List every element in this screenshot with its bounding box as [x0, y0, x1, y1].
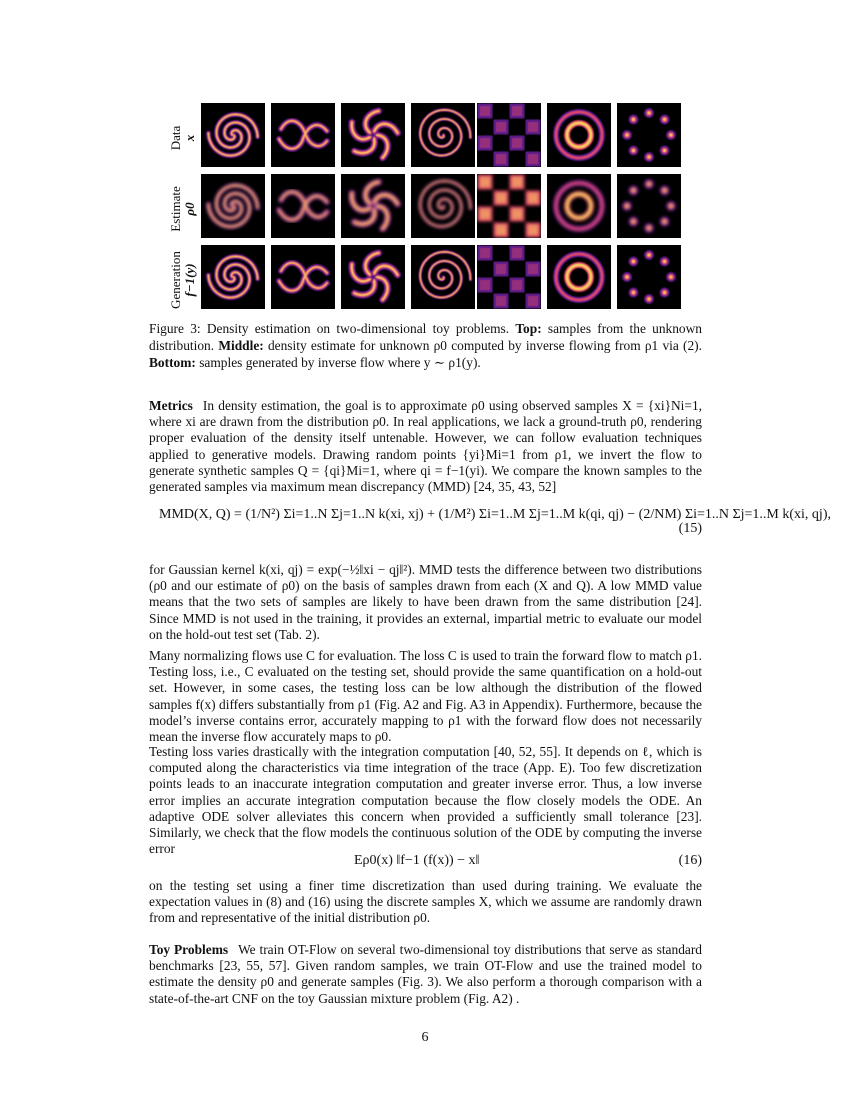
- density-plot: [201, 245, 265, 309]
- density-tile-checkerboard-row2: [477, 174, 541, 238]
- density-tile-circles-row3: [547, 245, 611, 309]
- density-plot: [341, 245, 405, 309]
- density-plot: [341, 174, 405, 238]
- density-plot: [617, 245, 681, 309]
- density-tile-circles-row2: [547, 174, 611, 238]
- density-plot: [477, 103, 541, 167]
- density-plot: [411, 174, 475, 238]
- toy-problems-paragraph: Toy Problems We train OT-Flow on several two-dimensional toy distributions that serve as standard benchmarks [23, 55, 57]. Given random samples, we train OT-Flow and use the trained model to estimate the density ρ0 and generate samples (Fig. 3). We also perform a thorough comparison with a state-of-the-art CNF on the toy Gaussian mixture problem (Fig. A2) .: [149, 942, 702, 1006]
- density-plot: [411, 245, 475, 309]
- density-plot: [617, 174, 681, 238]
- density-plot: [477, 174, 541, 238]
- density-tile-2-spirals-b-row1: [271, 103, 335, 167]
- density-tile-2-spirals-b-row2: [271, 174, 335, 238]
- density-tile-2-spirals-a-row1: [201, 103, 265, 167]
- density-plot: [201, 174, 265, 238]
- equation-15: MMD(X, Q) = (1/N²) Σi=1..N Σj=1..N k(xi, xj) + (1/M²) Σi=1..M Σj=1..M k(qi, qj) − (2/NM) Σi=1..N Σj=1..M k(xi, qj), (15): [159, 507, 831, 536]
- density-tile-pinwheel-row1: [341, 103, 405, 167]
- density-plot: [201, 103, 265, 167]
- density-tile-8gaussians-row2: [617, 174, 681, 238]
- density-tile-checkerboard-row1: [477, 103, 541, 167]
- density-tile-pinwheel-row3: [341, 245, 405, 309]
- density-tile-swissroll-row3: [411, 245, 475, 309]
- page-number: 6: [421, 1030, 429, 1045]
- density-tile-2-spirals-a-row3: [201, 245, 265, 309]
- density-tile-swissroll-row2: [411, 174, 475, 238]
- metrics-paragraph-1: Metrics In density estimation, the goal is to approximate ρ0 using observed samples X = {xi}Ni=1, where xi are drawn from the distribution ρ0. In real applications, we lack a ground-truth ρ0, rendering proper evaluation of the density itself untenable. However, we can follow evaluation techniques applied to generative models. Drawing random points {yi}Mi=1 from ρ1, we invert the flow to generate synthetic samples Q = {qi}Mi=1, where qi = f−1(yi). We compare the known samples to the generated samples via maximum mean discrepancy (MMD) [24, 35, 43, 52]: [149, 398, 702, 495]
- row-label-generation: Generation f−1(y): [168, 251, 197, 309]
- density-plot: [411, 103, 475, 167]
- density-plot: [271, 245, 335, 309]
- density-plot: [271, 174, 335, 238]
- density-tile-swissroll-row1: [411, 103, 475, 167]
- row-label-estimate: Estimate ρ0: [168, 186, 197, 232]
- metrics-paragraph-5: on the testing set using a finer time discretization than used during training. We evaluate the expectation values in (8) and (16) using the discrete samples X, which we assume are randomly drawn from and representative of the initial distribution ρ0.: [149, 878, 702, 926]
- density-plot: [341, 103, 405, 167]
- density-plot: [547, 174, 611, 238]
- metrics-paragraph-2: for Gaussian kernel k(xi, qj) = exp(−½‖xi − qj‖²). MMD tests the difference between two distributions (ρ0 and our estimate of ρ0) on the basis of samples drawn from each (X and Q). A low MMD value means that the two sets of samples are likely to have been drawn from the same distribution [24]. Since MMD is not used in the training, it provides an external, impartial metric to evaluate our model on the hold-out test set (Tab. 2).: [149, 562, 702, 642]
- density-tile-circles-row1: [547, 103, 611, 167]
- density-tile-2-spirals-b-row3: [271, 245, 335, 309]
- metrics-paragraph-3: Many normalizing flows use C for evaluation. The loss C is used to train the forward flow to match ρ1. Testing loss, i.e., C evaluated on the testing set, should provide the same quantification on a hold-out set. However, in some cases, the testing loss can be low although the distribution of the flowed samples f(x) differs substantially from ρ1 (Fig. A2 and Fig. A3 in Appendix). Furthermore, because the model’s inverse contains error, accurately mapping to ρ1 with the forward flow does not necessarily mean the inverse flow accurately maps to ρ0.: [149, 648, 702, 745]
- metrics-heading: Metrics: [149, 398, 193, 413]
- density-plot: [477, 245, 541, 309]
- figure-3: [165, 103, 685, 313]
- density-tile-checkerboard-row3: [477, 245, 541, 309]
- density-plot: [547, 103, 611, 167]
- density-plot: [617, 103, 681, 167]
- metrics-paragraph-4: Testing loss varies drastically with the integration computation [40, 52, 55]. It depends on ℓ, which is computed along the characteristics via time integration of the trace (App. E). Too few discretization points leads to an inaccurate integration computation and greater inverse error. Thus, a low inverse error implies an accurate integration computation because the flow closely models the ODE. An adaptive ODE solver alleviates this concern when provided a sufficiently small tolerance [23]. Similarly, we check that the flow models the continuous solution of the ODE by computing the inverse error: [149, 744, 702, 857]
- density-tile-8gaussians-row3: [617, 245, 681, 309]
- density-plot: [271, 103, 335, 167]
- figure-caption: Figure 3: Density estimation on two-dimensional toy problems. Top: samples from the unknown distribution. Middle: density estimate for unknown ρ0 computed by inverse flowing from ρ1 via (2). Bottom: samples generated by inverse flow where y ∼ ρ1(y).: [149, 321, 702, 370]
- density-tile-8gaussians-row1: [617, 103, 681, 167]
- row-label-data: Data x: [168, 125, 197, 151]
- toy-problems-heading: Toy Problems: [149, 942, 229, 957]
- equation-16: Eρ0(x) ‖f−1 (f(x)) − x‖ (16): [354, 853, 702, 868]
- density-tile-pinwheel-row2: [341, 174, 405, 238]
- density-plot: [547, 245, 611, 309]
- density-tile-2-spirals-a-row2: [201, 174, 265, 238]
